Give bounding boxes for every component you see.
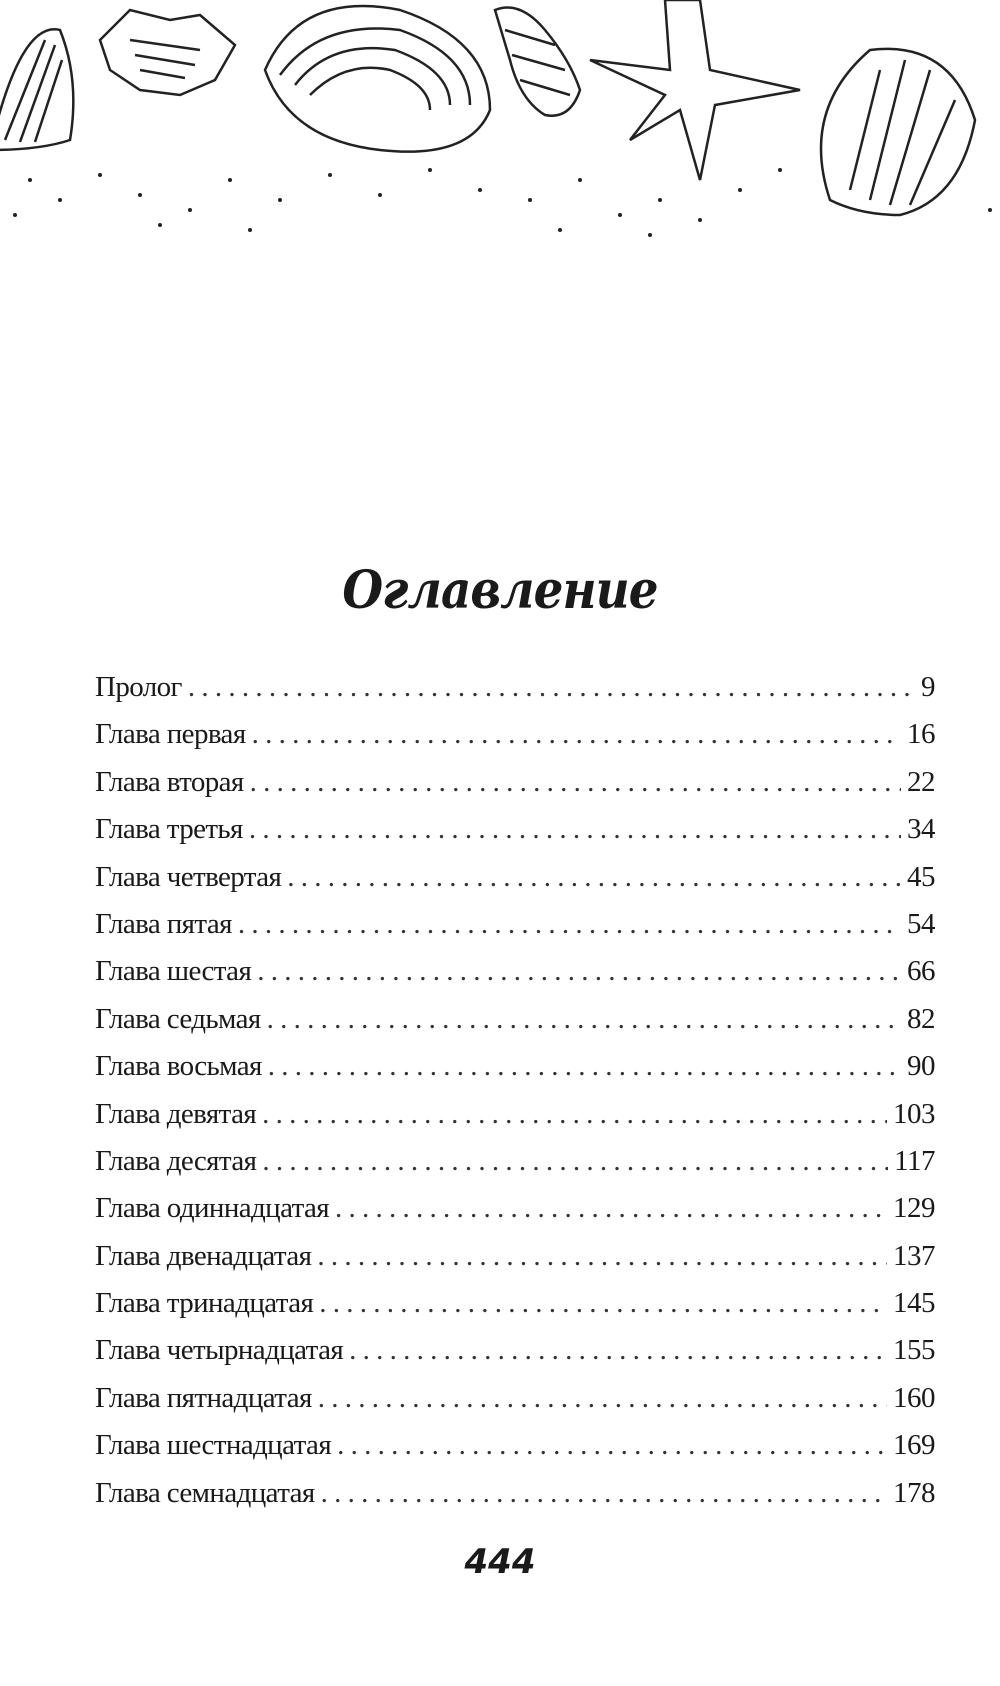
toc-entry-page: 178: [893, 1476, 935, 1509]
toc-entry-page: 66: [907, 955, 935, 988]
toc-entry-page: 129: [893, 1192, 935, 1225]
page-number: 444: [464, 1542, 536, 1582]
toc-entry[interactable]: [95, 854, 935, 901]
seashell-illustration: [0, 0, 1000, 250]
toc-entry[interactable]: [95, 901, 935, 948]
toc-entry[interactable]: [95, 711, 935, 758]
dot-leader: [238, 901, 901, 948]
dot-leader: [188, 664, 915, 711]
dot-leader: [318, 1375, 887, 1422]
toc-entry-page: 22: [907, 765, 935, 798]
toc-entry-page: 145: [893, 1287, 935, 1320]
dot-leader: [317, 1233, 887, 1280]
toc-entry[interactable]: [95, 1233, 935, 1280]
dot-leader: [268, 1043, 901, 1090]
scallop-shell-right: [821, 49, 975, 215]
toc-entry-page: 16: [907, 718, 935, 751]
toc-entry[interactable]: [95, 1280, 935, 1327]
toc-entry[interactable]: [95, 759, 935, 806]
toc-entry-label: Глава шестая: [95, 955, 252, 988]
toc-entry-page: 45: [907, 860, 935, 893]
conch-shell: [495, 8, 580, 116]
dot-leader: [287, 854, 901, 901]
dot-leader: [249, 806, 901, 853]
toc-entry-label: Глава девятая: [95, 1097, 257, 1130]
dot-leader: [321, 1470, 887, 1517]
toc-entry-page: 137: [893, 1239, 935, 1272]
toc-entry-label: Глава первая: [95, 718, 246, 751]
toc-entry[interactable]: [95, 1138, 935, 1185]
toc-entry[interactable]: [95, 1422, 935, 1469]
spiky-shell: [100, 10, 235, 95]
toc-entry-label: Глава седьмая: [95, 1002, 261, 1035]
dot-leader: [337, 1422, 887, 1469]
toc-entry-label: Глава восьмая: [95, 1050, 262, 1083]
toc-entry-label: Глава одиннадцатая: [95, 1192, 330, 1225]
toc-entry[interactable]: [95, 1185, 935, 1232]
toc-entry-label: Глава шестнадцатая: [95, 1429, 332, 1462]
toc-entry[interactable]: [95, 996, 935, 1043]
toc-entry-label: Глава семнадцатая: [95, 1476, 315, 1509]
toc-entry-label: Глава вторая: [95, 765, 244, 798]
toc-entry-page: 90: [907, 1050, 935, 1083]
scallop-shell-left: [0, 29, 73, 150]
toc-entry-label: Глава тринадцатая: [95, 1287, 314, 1320]
dot-leader: [262, 1091, 887, 1138]
toc-entry-page: 9: [921, 671, 935, 703]
table-of-contents: [95, 664, 935, 1517]
toc-entry-label: Глава десятая: [95, 1144, 257, 1177]
toc-entry-page: 82: [907, 1002, 935, 1035]
toc-entry[interactable]: [95, 1327, 935, 1374]
toc-entry-page: 117: [894, 1144, 935, 1177]
toc-entry-label: Глава пятая: [95, 907, 232, 940]
toc-entry-label: Глава пятнадцатая: [95, 1381, 312, 1414]
toc-entry-label: Глава четырнадцатая: [95, 1334, 344, 1367]
toc-entry-page: 169: [893, 1429, 935, 1462]
dot-leader: [252, 711, 901, 758]
dot-leader: [262, 1138, 888, 1185]
toc-entry[interactable]: [95, 948, 935, 995]
sand-dots: [13, 168, 992, 237]
dot-leader: [257, 948, 901, 995]
toc-entry[interactable]: [95, 1470, 935, 1517]
toc-entry-label: Глава двенадцатая: [95, 1239, 312, 1272]
toc-entry[interactable]: [95, 806, 935, 853]
dot-leader: [349, 1327, 887, 1374]
toc-entry[interactable]: [95, 664, 935, 711]
dot-leader: [319, 1280, 887, 1327]
toc-entry-page: 54: [907, 907, 935, 940]
toc-entry[interactable]: [95, 1043, 935, 1090]
toc-title: Оглавление: [342, 560, 658, 621]
dot-leader: [250, 759, 901, 806]
toc-entry[interactable]: [95, 1091, 935, 1138]
toc-entry-page: 155: [893, 1334, 935, 1367]
toc-entry-page: 103: [893, 1097, 935, 1130]
toc-entry-page: 34: [907, 813, 935, 846]
toc-entry[interactable]: [95, 1375, 935, 1422]
toc-entry-label: Пролог: [95, 671, 182, 703]
toc-entry-page: 160: [893, 1381, 935, 1414]
dot-leader: [267, 996, 901, 1043]
starfish: [590, 0, 800, 180]
dot-leader: [335, 1185, 887, 1232]
clam-shell: [265, 6, 490, 152]
toc-entry-label: Глава четвертая: [95, 860, 282, 893]
toc-entry-label: Глава третья: [95, 813, 243, 846]
